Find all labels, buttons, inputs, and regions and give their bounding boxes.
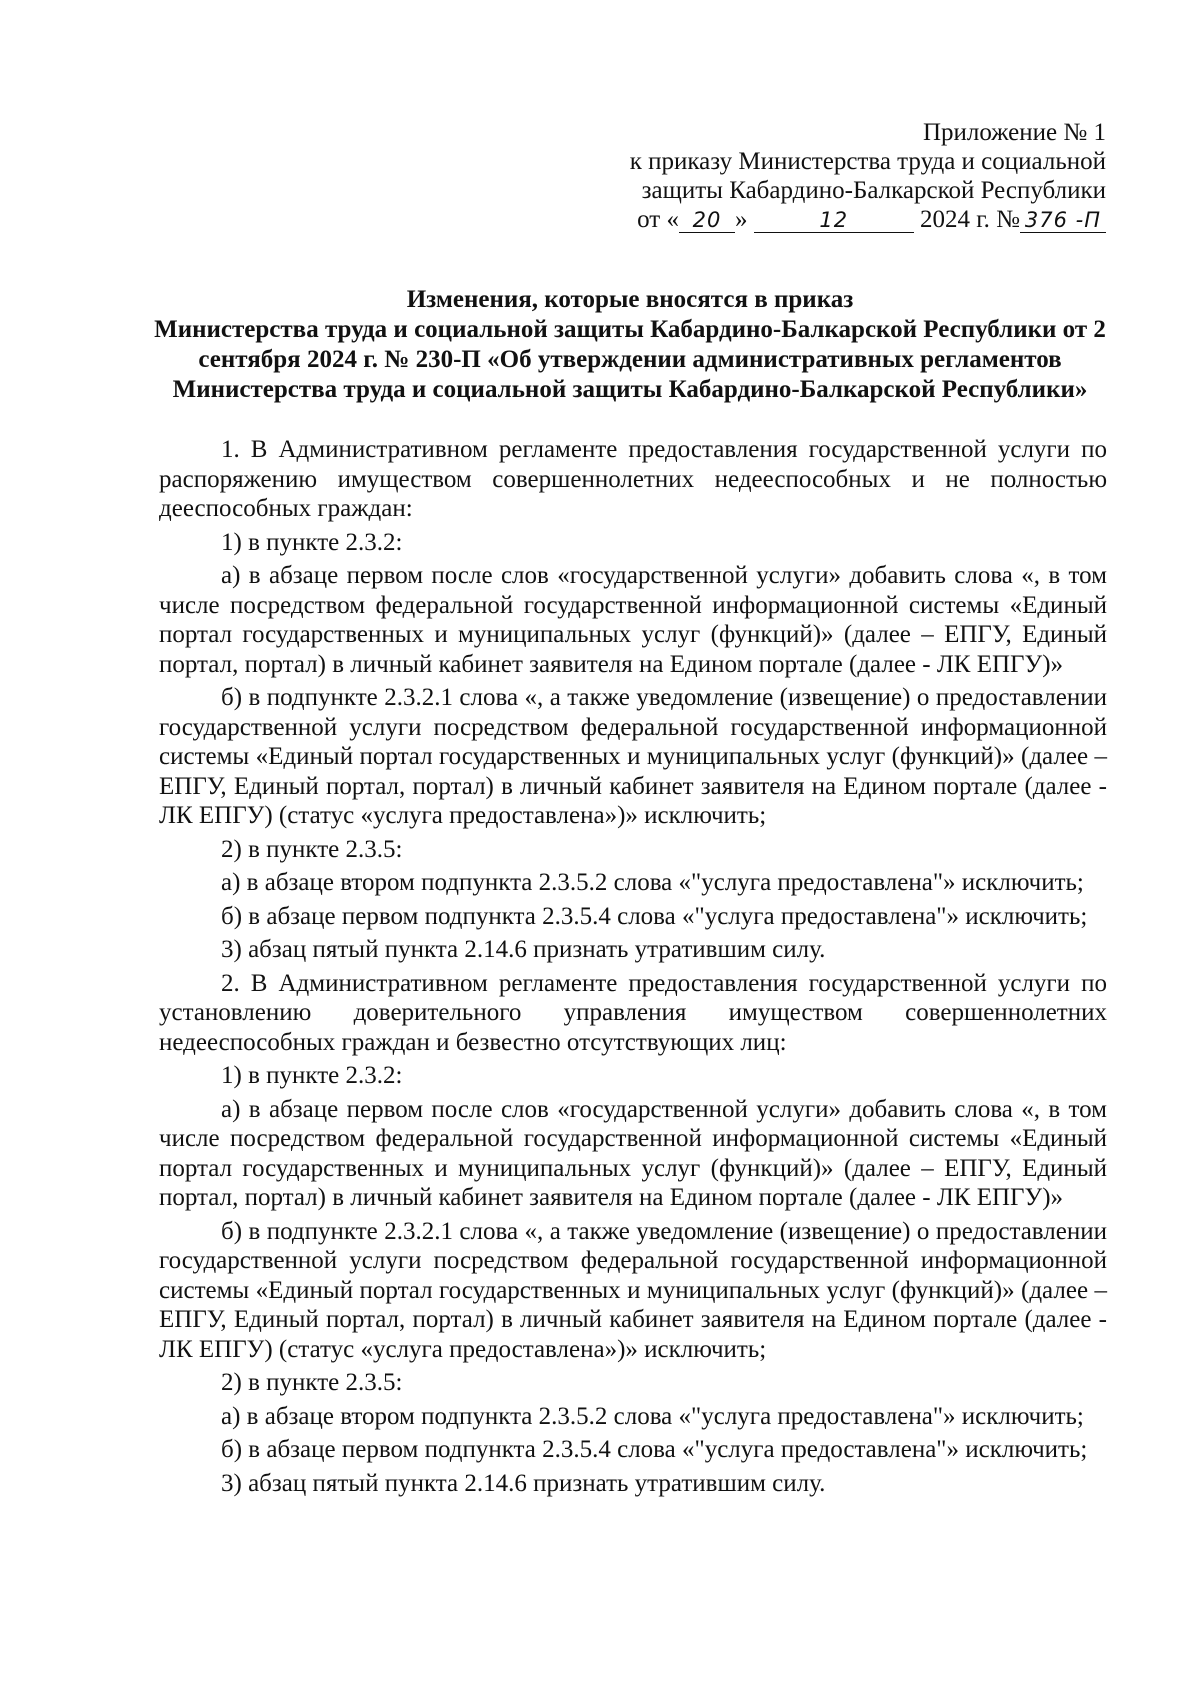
order-number-handwritten: 376 -П — [1020, 208, 1106, 233]
date-month-handwritten: 12 — [754, 208, 914, 233]
annex-line-3: защиты Кабардино-Балкарской Республики — [641, 177, 1106, 204]
title-line-3: сентября 2024 г. № 230-П «Об утверждении административных регламентов — [198, 346, 1062, 373]
paragraph: б) в абзаце первом подпункта 2.3.5.4 слова «"услуга предоставлена"» исключить; — [221, 1436, 1088, 1463]
document-body — [159, 435, 1107, 1502]
annex-line-2: к приказу Министерства труда и социальной — [629, 148, 1106, 175]
paragraph: 2) в пункте 2.3.5: — [221, 835, 403, 863]
date-day-handwritten: 20 — [679, 208, 735, 233]
date-prefix: от « — [637, 206, 679, 233]
date-mid: » — [734, 206, 748, 233]
document-title — [150, 285, 1110, 405]
paragraph: 1) в пункте 2.3.2: — [221, 528, 403, 556]
paragraph: а) в абзаце втором подпункта 2.3.5.2 слова «"услуга предоставлена"» исключить; — [221, 869, 1084, 896]
paragraph: 2. В Административном регламенте предоставления государственной услуги по установлению доверительного управления имуществом совершеннолетних недееспособных граждан и безвестно отсутствующих лиц: — [159, 969, 1107, 1056]
title-line-2: Министерства труда и социальной защиты Кабардино-Балкарской Республики от 2 — [154, 316, 1106, 343]
paragraph: 1. В Административном регламенте предоставления государственной услуги по распоряжению имуществом совершеннолетних недееспособных и не полностью дееспособных граждан: — [159, 436, 1107, 522]
paragraph: б) в подпункте 2.3.2.1 слова «, а также уведомление (извещение) о предоставлении государственной услуги посредством федеральной государственной информационной системы «Единый портал государственных и муниципальных услуг (функций)» (далее – ЕПГУ, Единый портал, портал) в личный кабинет заявителя на Едином портале (далее - ЛК ЕПГУ) (статус «услуга предоставлена»)» исключить; — [159, 684, 1107, 829]
paragraph: а) в абзаце первом после слов «государственной услуги» добавить слова «, в том числе посредством федеральной государственной информационной системы «Единый портал государственных и муниципальных услуг (функций)» (далее – ЕПГУ, Единый портал, портал) в личный кабинет заявителя на Едином портале (далее - ЛК ЕПГУ)» — [159, 562, 1107, 678]
date-year: 2024 г. № — [919, 206, 1020, 233]
title-line-1: Изменения, которые вносятся в приказ — [406, 286, 854, 313]
annex-title: Приложение № 1 — [922, 119, 1106, 146]
paragraph: 3) абзац пятый пункта 2.14.6 признать утратившим силу. — [221, 936, 826, 963]
paragraph: б) в абзаце первом подпункта 2.3.5.4 слова «"услуга предоставлена"» исключить; — [221, 902, 1088, 930]
annex-header — [626, 118, 1106, 234]
paragraph: 3) абзац пятый пункта 2.14.6 признать утратившим силу. — [221, 1469, 826, 1497]
paragraph: 2) в пункте 2.3.5: — [221, 1369, 403, 1396]
paragraph: а) в абзаце первом после слов «государственной услуги» добавить слова «, в том числе посредством федеральной государственной информационной системы «Единый портал государственных и муниципальных услуг (функций)» (далее – ЕПГУ, Единый портал, портал) в личный кабинет заявителя на Едином портале (далее - ЛК ЕПГУ)» — [159, 1095, 1107, 1211]
paragraph: б) в подпункте 2.3.2.1 слова «, а также уведомление (извещение) о предоставлении государственной услуги посредством федеральной государственной информационной системы «Единый портал государственных и муниципальных услуг (функций)» (далее – ЕПГУ, Единый портал, портал) в личный кабинет заявителя на Едином портале (далее - ЛК ЕПГУ) (статус «услуга предоставлена»)» исключить; — [159, 1217, 1107, 1363]
paragraph: 1) в пункте 2.3.2: — [221, 1062, 403, 1089]
annex-date-line — [626, 205, 1106, 234]
title-line-4: Министерства труда и социальной защиты Кабардино-Балкарской Республики» — [172, 376, 1088, 403]
paragraph: а) в абзаце втором подпункта 2.3.5.2 слова «"услуга предоставлена"» исключить; — [221, 1402, 1084, 1430]
